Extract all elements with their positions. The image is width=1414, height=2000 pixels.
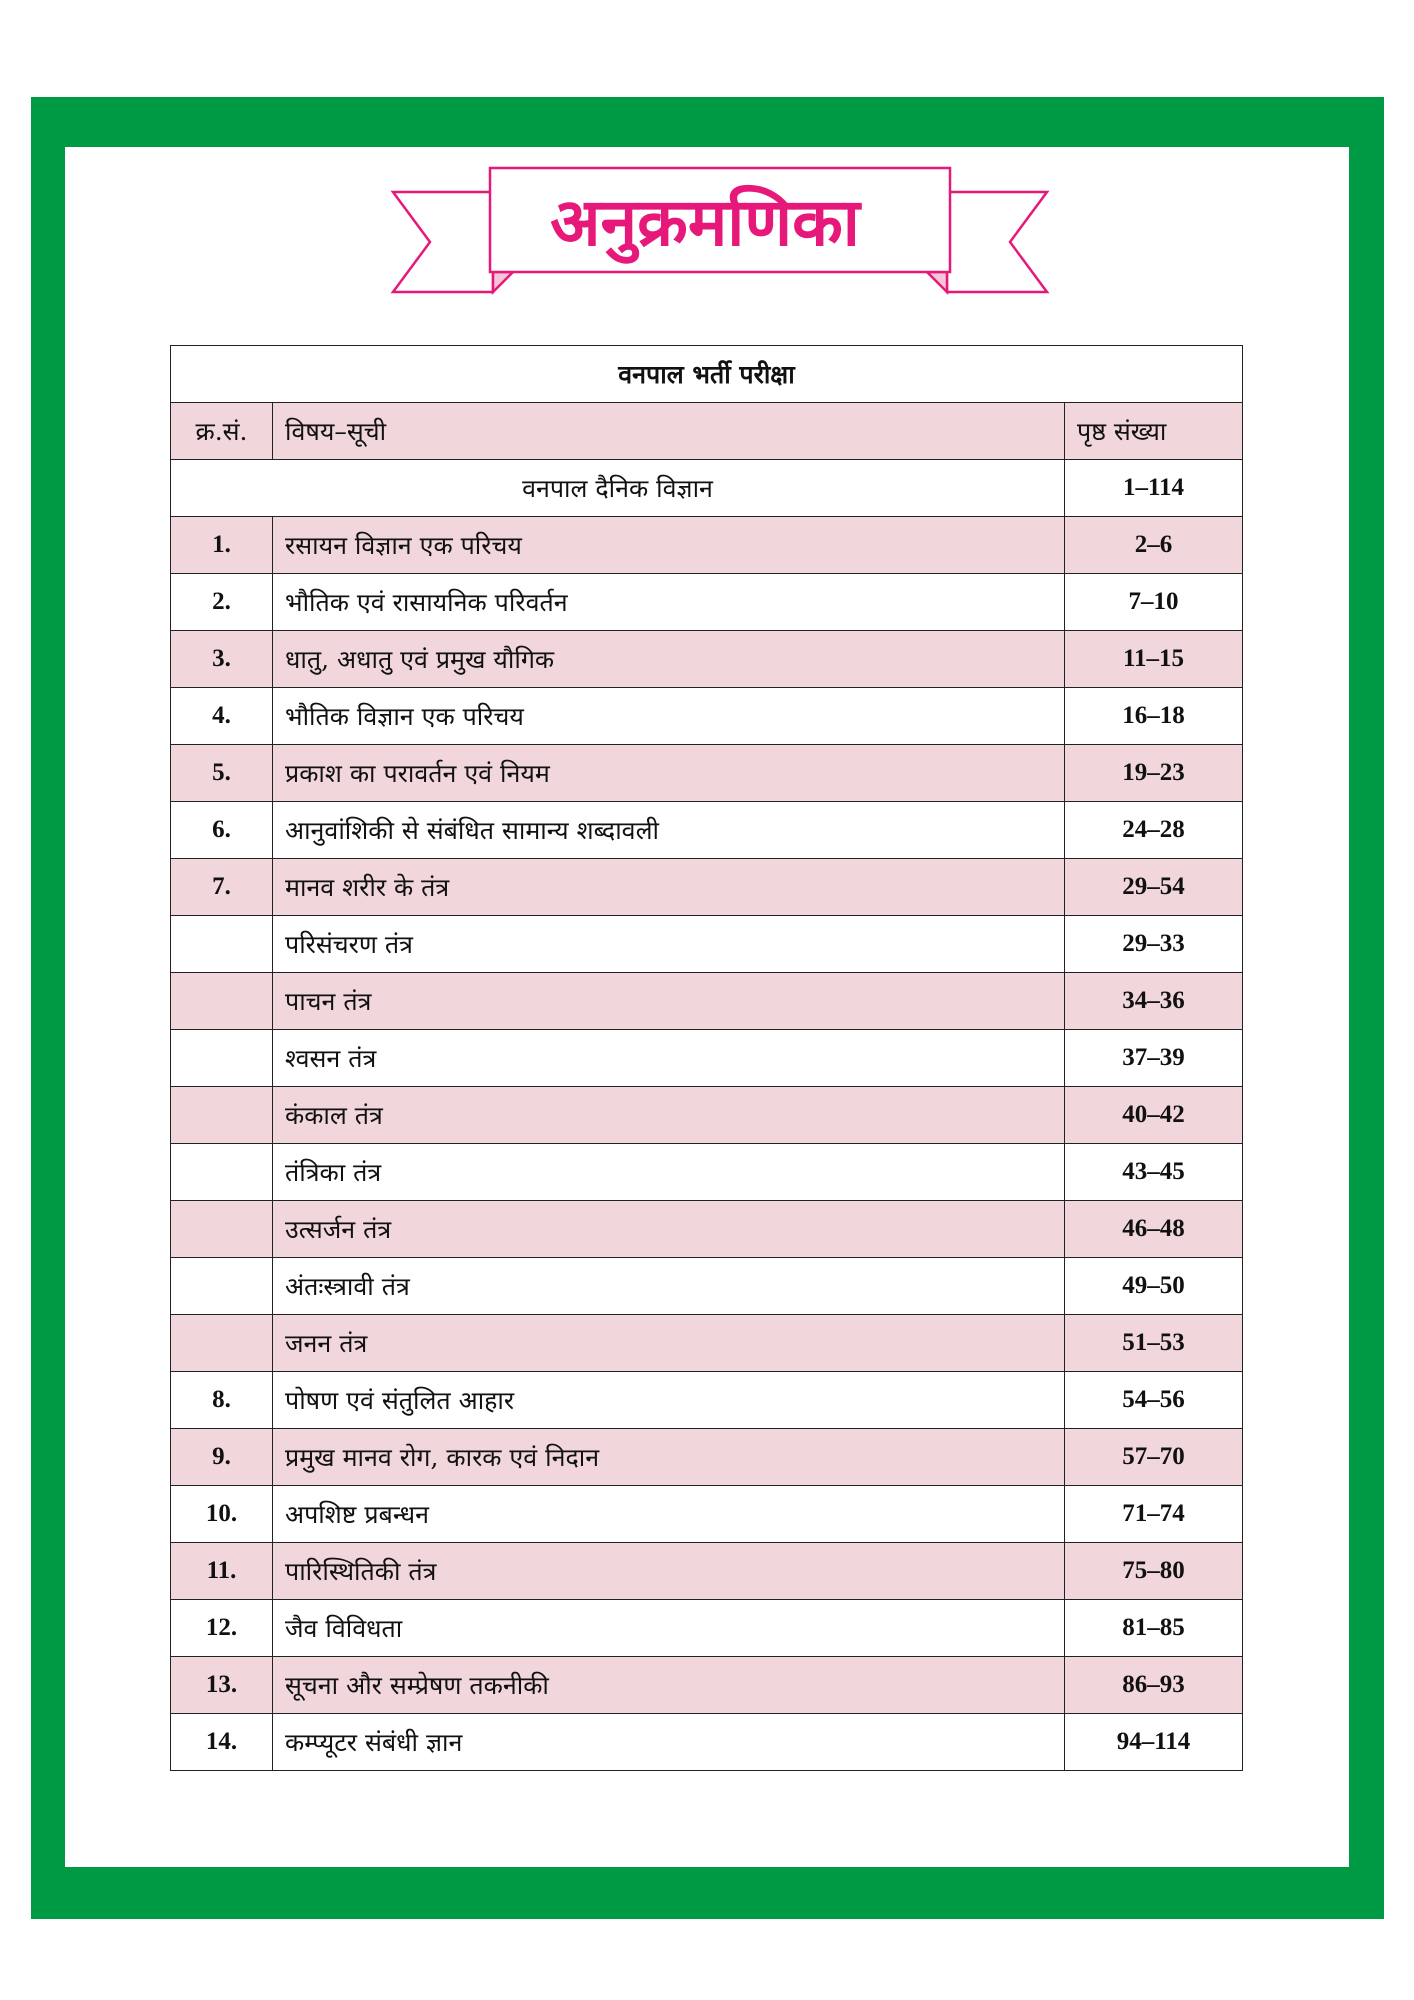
row-number: 6.	[171, 802, 273, 859]
header-subject: विषय–सूची	[273, 403, 1065, 460]
table-row	[171, 1144, 1243, 1201]
row-number: 4.	[171, 688, 273, 745]
row-title: पाचन तंत्र	[273, 973, 1065, 1030]
row-pages: 19–23	[1065, 745, 1243, 802]
header-sno: क्र.सं.	[171, 403, 273, 460]
table-row	[171, 1372, 1243, 1429]
index-title: अनुक्रमणिका	[550, 184, 860, 261]
row-number: 10.	[171, 1486, 273, 1543]
table-row	[171, 631, 1243, 688]
row-number	[171, 1030, 273, 1087]
row-pages: 81–85	[1065, 1600, 1243, 1657]
row-number	[171, 1258, 273, 1315]
row-title: आनुवांशिकी से संबंधित सामान्य शब्दावली	[273, 802, 1065, 859]
row-pages: 94–114	[1065, 1714, 1243, 1771]
table-row	[171, 916, 1243, 973]
row-title: प्रमुख मानव रोग, कारक एवं निदान	[273, 1429, 1065, 1486]
row-number: 11.	[171, 1543, 273, 1600]
table-row	[171, 1087, 1243, 1144]
row-title: कंकाल तंत्र	[273, 1087, 1065, 1144]
row-number	[171, 1144, 273, 1201]
row-pages: 11–15	[1065, 631, 1243, 688]
table-row	[171, 1258, 1243, 1315]
row-title: मानव शरीर के तंत्र	[273, 859, 1065, 916]
row-number: 14.	[171, 1714, 273, 1771]
row-pages: 54–56	[1065, 1372, 1243, 1429]
row-pages: 51–53	[1065, 1315, 1243, 1372]
row-title: कम्प्यूटर संबंधी ज्ञान	[273, 1714, 1065, 1771]
row-title: रसायन विज्ञान एक परिचय	[273, 517, 1065, 574]
row-title: जनन तंत्र	[273, 1315, 1065, 1372]
row-number: 8.	[171, 1372, 273, 1429]
table-row	[171, 1543, 1243, 1600]
row-number: 12.	[171, 1600, 273, 1657]
table-row	[171, 1429, 1243, 1486]
row-pages: 43–45	[1065, 1144, 1243, 1201]
row-pages: 34–36	[1065, 973, 1243, 1030]
row-number	[171, 916, 273, 973]
table-row	[171, 1657, 1243, 1714]
table-row	[171, 1486, 1243, 1543]
row-title: अंतःस्त्रावी तंत्र	[273, 1258, 1065, 1315]
row-pages: 40–42	[1065, 1087, 1243, 1144]
row-pages: 16–18	[1065, 688, 1243, 745]
section-title: वनपाल दैनिक विज्ञान	[171, 460, 1065, 517]
row-number: 9.	[171, 1429, 273, 1486]
row-title: जैव विविधता	[273, 1600, 1065, 1657]
table-row	[171, 517, 1243, 574]
row-number: 2.	[171, 574, 273, 631]
row-number: 7.	[171, 859, 273, 916]
row-title: भौतिक विज्ञान एक परिचय	[273, 688, 1065, 745]
row-number: 13.	[171, 1657, 273, 1714]
table-row	[171, 1315, 1243, 1372]
row-number: 1.	[171, 517, 273, 574]
row-title: पोषण एवं संतुलित आहार	[273, 1372, 1065, 1429]
row-title: भौतिक एवं रासायनिक परिवर्तन	[273, 574, 1065, 631]
row-pages: 29–54	[1065, 859, 1243, 916]
row-number: 5.	[171, 745, 273, 802]
row-number	[171, 973, 273, 1030]
row-title: उत्सर्जन तंत्र	[273, 1201, 1065, 1258]
table-row	[171, 745, 1243, 802]
row-title: अपशिष्ट प्रबन्धन	[273, 1486, 1065, 1543]
row-title: पारिस्थितिकी तंत्र	[273, 1543, 1065, 1600]
row-pages: 29–33	[1065, 916, 1243, 973]
row-pages: 71–74	[1065, 1486, 1243, 1543]
row-number	[171, 1201, 273, 1258]
row-title: तंत्रिका तंत्र	[273, 1144, 1065, 1201]
row-pages: 49–50	[1065, 1258, 1243, 1315]
row-title: प्रकाश का परावर्तन एवं नियम	[273, 745, 1065, 802]
row-title: सूचना और सम्प्रेषण तकनीकी	[273, 1657, 1065, 1714]
row-number	[171, 1087, 273, 1144]
contents-table	[170, 345, 1243, 1771]
row-pages: 7–10	[1065, 574, 1243, 631]
row-number	[171, 1315, 273, 1372]
table-row	[171, 688, 1243, 745]
row-pages: 24–28	[1065, 802, 1243, 859]
header-page: पृष्ठ संख्या	[1065, 403, 1243, 460]
table-row	[171, 859, 1243, 916]
row-pages: 75–80	[1065, 1543, 1243, 1600]
table-row	[171, 1714, 1243, 1771]
exam-title: वनपाल भर्ती परीक्षा	[171, 346, 1243, 403]
table-row	[171, 802, 1243, 859]
row-title: धातु, अधातु एवं प्रमुख यौगिक	[273, 631, 1065, 688]
row-pages: 86–93	[1065, 1657, 1243, 1714]
table-row	[171, 1030, 1243, 1087]
row-pages: 37–39	[1065, 1030, 1243, 1087]
row-pages: 46–48	[1065, 1201, 1243, 1258]
row-number: 3.	[171, 631, 273, 688]
table-row	[171, 574, 1243, 631]
table-row	[171, 1201, 1243, 1258]
row-pages: 2–6	[1065, 517, 1243, 574]
table-row	[171, 1600, 1243, 1657]
row-title: श्वसन तंत्र	[273, 1030, 1065, 1087]
row-title: परिसंचरण तंत्र	[273, 916, 1065, 973]
table-row	[171, 973, 1243, 1030]
section-pages: 1–114	[1065, 460, 1243, 517]
row-pages: 57–70	[1065, 1429, 1243, 1486]
